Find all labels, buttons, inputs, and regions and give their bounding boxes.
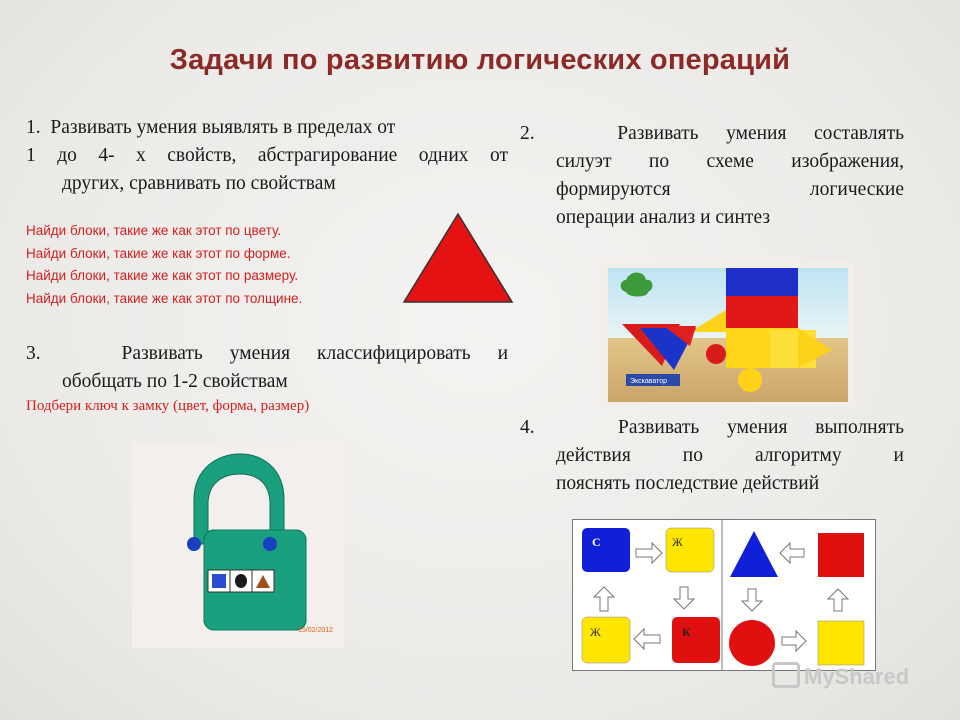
algorithm-diagram (572, 519, 876, 671)
item-2-line-3: формируются логические (556, 179, 904, 200)
page-title: Задачи по развитию логических операций (169, 44, 791, 76)
item-1-line-1: 1. Развивать умения выявлять в пределах от (26, 117, 396, 138)
task-thickness: Найди блоки, такие же как этот по толщине. (26, 290, 303, 306)
diagram-k: К (682, 625, 691, 639)
blocks-photo (600, 262, 854, 406)
item-3-caption: Подбери ключ к замку (цвет, форма, размер) (26, 398, 310, 414)
diagram-zh-2: Ж (590, 625, 601, 639)
watermark: MyShared (772, 662, 909, 690)
item-3-line-2: обобщать по 1-2 свойствам (62, 371, 288, 392)
item-4-line-3: пояснять последствие действий (556, 473, 820, 494)
lock-photo (132, 442, 344, 648)
item-4-line-1: 4. Развивать умения выполнять (520, 417, 905, 438)
photo-label: Экскаватор (630, 378, 668, 385)
diagram-zh-1: Ж (672, 535, 683, 549)
task-shape: Найди блоки, такие же как этот по форме. (26, 245, 291, 261)
item-1-line-2: 1 до 4- х свойств, абстрагирование одних от (26, 145, 508, 166)
item-3 (26, 340, 508, 396)
photo-date: 15/02/2012 (298, 627, 334, 634)
item-1-line-3: других, сравнивать по свойствам (62, 173, 336, 194)
item-2-line-1: 2. Развивать умения составлять (520, 123, 904, 144)
task-size: Найди блоки, такие же как этот по размеру. (26, 268, 299, 283)
item-3-line-1: 3. Развивать умения классифицировать и (26, 343, 508, 364)
item-4-line-2: действия по алгоритму и (556, 445, 904, 466)
diagram-c: С (592, 535, 601, 549)
task-list (26, 220, 302, 310)
item-2 (520, 120, 904, 232)
watermark-icon (772, 662, 800, 688)
item-2-line-2: силуэт по схеме изображения, (556, 151, 904, 172)
red-triangle-icon (400, 210, 516, 306)
item-1 (26, 114, 508, 198)
item-2-line-4: операции анализ и синтез (556, 207, 771, 228)
task-color: Найди блоки, такие же как этот по цвету. (26, 223, 282, 238)
item-4 (520, 414, 904, 498)
